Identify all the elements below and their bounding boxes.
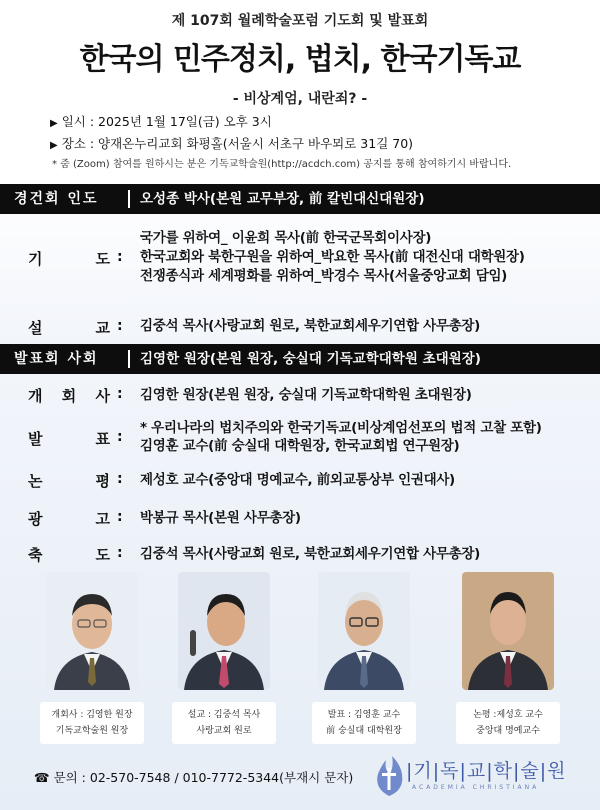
- speaker-photo-1: [46, 572, 138, 690]
- presentation-line-1: * 우리나라의 법치주의와 한국기독교(비상계엄선포의 법적 고찰 포함): [140, 420, 542, 436]
- contact-line: [34, 768, 353, 786]
- event-series: 제 107회 월례학술포럼 기도회 및 발표회: [171, 13, 429, 29]
- caption-line: 개회사 : 김영한 원장: [51, 710, 133, 720]
- colon: :: [117, 509, 123, 525]
- colon: :: [117, 471, 123, 487]
- bar-divider: [128, 350, 130, 368]
- person-portrait-icon: [318, 572, 410, 690]
- triangle-bullet-icon: ▶: [50, 118, 58, 129]
- speaker-caption-3: [312, 702, 416, 744]
- presentation-label: 발 표: [28, 430, 110, 448]
- speaker-caption-1: [40, 702, 144, 744]
- person-portrait-icon: [46, 572, 138, 690]
- colon: :: [117, 429, 123, 445]
- moderator-label: 발표회 사회: [14, 351, 99, 367]
- phone-icon: ☎: [34, 770, 50, 785]
- response-label: 논 평: [28, 472, 110, 490]
- speaker-photo-3: [318, 572, 410, 690]
- colon: :: [117, 249, 123, 265]
- worship-leader-name: 오성종 박사(본원 교무부장, 前 칼빈대신대원장): [140, 191, 425, 207]
- zoom-note: * 줌 (Zoom) 참여를 원하시는 분은 기독교학술원(http://acdch.com) 공지를 통해 참여하기시 바랍니다.: [52, 159, 512, 170]
- announce-text: 박봉규 목사(본원 사무총장): [140, 510, 301, 526]
- caption-line: 발표 : 김영훈 교수: [327, 710, 401, 720]
- prayer-line-1: 국가를 위하여_ 이윤희 목사(前 한국군목회이사장): [140, 230, 432, 246]
- colon: :: [117, 545, 123, 561]
- presentation-line-2: 김영훈 교수(前 숭실대 대학원장, 한국교회법 연구원장): [140, 438, 460, 454]
- speaker-caption-2: [172, 702, 276, 744]
- flame-cross-logo-icon: [372, 754, 406, 798]
- caption-line: 설교 : 김중석 목사: [187, 710, 261, 720]
- presentation-moderator-bar: [0, 344, 600, 374]
- caption-line: 논평 :제성호 교수: [473, 710, 543, 720]
- date-text: 일시 : 2025년 1월 17일(금) 오후 3시: [61, 114, 272, 129]
- worship-leader-bar: [0, 184, 600, 214]
- worship-leader-label: 경건회 인도: [14, 191, 99, 207]
- prayer-line-3: 전쟁종식과 세계평화를 위하여_박경수 목사(서울중앙교회 담임): [140, 268, 508, 284]
- logo-text: |기|독|교|학|술|원: [406, 760, 567, 782]
- sub-heading: - 비상계엄, 내란죄? -: [232, 91, 368, 107]
- caption-line: 중앙대 명예교수: [476, 726, 540, 736]
- response-text: 제성호 교수(중앙대 명예교수, 前외교통상부 인권대사): [140, 472, 455, 488]
- prayer-line-2: 한국교회와 북한구원을 위하여_박요한 목사(前 대전신대 대학원장): [140, 249, 525, 265]
- page-title: 한국의 민주정치, 법치, 한국기독교: [79, 42, 521, 77]
- person-portrait-icon: [178, 572, 270, 690]
- blessing-label: 축 도: [28, 546, 110, 564]
- opening-text: 김영한 원장(본원 원장, 숭실대 기독교학대학원 초대원장): [140, 387, 472, 403]
- place-text: 장소 : 양재온누리교회 화평홀(서울시 서초구 바우뫼로 31길 70): [61, 136, 414, 151]
- contact-text: 문의 : 02-570-7548 / 010-7772-5344(부재시 문자): [53, 770, 354, 785]
- colon: :: [117, 386, 123, 402]
- speaker-caption-4: [456, 702, 560, 744]
- blessing-text: 김중석 목사(사랑교회 원로, 북한교회세우기연합 사무총장): [140, 546, 480, 562]
- caption-line: 前 숭실대 대학원장: [326, 726, 402, 736]
- date-line: [50, 112, 272, 130]
- place-line: [50, 134, 413, 152]
- speaker-photo-4: [462, 572, 554, 690]
- colon: :: [117, 318, 123, 334]
- moderator-name: 김영한 원장(본원 원장, 숭실대 기독교학대학원 초대원장): [140, 351, 481, 367]
- speaker-photo-2: [178, 572, 270, 690]
- prayer-label: 기 도: [28, 250, 110, 268]
- logo: [372, 754, 572, 800]
- announce-label: 광 고: [28, 510, 110, 528]
- sermon-text: 김중석 목사(사랑교회 원로, 북한교회세우기연합 사무총장): [140, 318, 480, 334]
- caption-line: 사랑교회 원로: [196, 726, 252, 736]
- logo-subtext: ACADEMIA CHRISTIANA: [412, 784, 540, 791]
- opening-label: 개 회 사: [28, 387, 110, 405]
- triangle-bullet-icon: ▶: [50, 140, 58, 151]
- caption-line: 기독교학술원 원장: [55, 726, 129, 736]
- person-portrait-icon: [462, 572, 554, 690]
- bar-divider: [128, 190, 130, 208]
- sermon-label: 설 교: [28, 319, 110, 337]
